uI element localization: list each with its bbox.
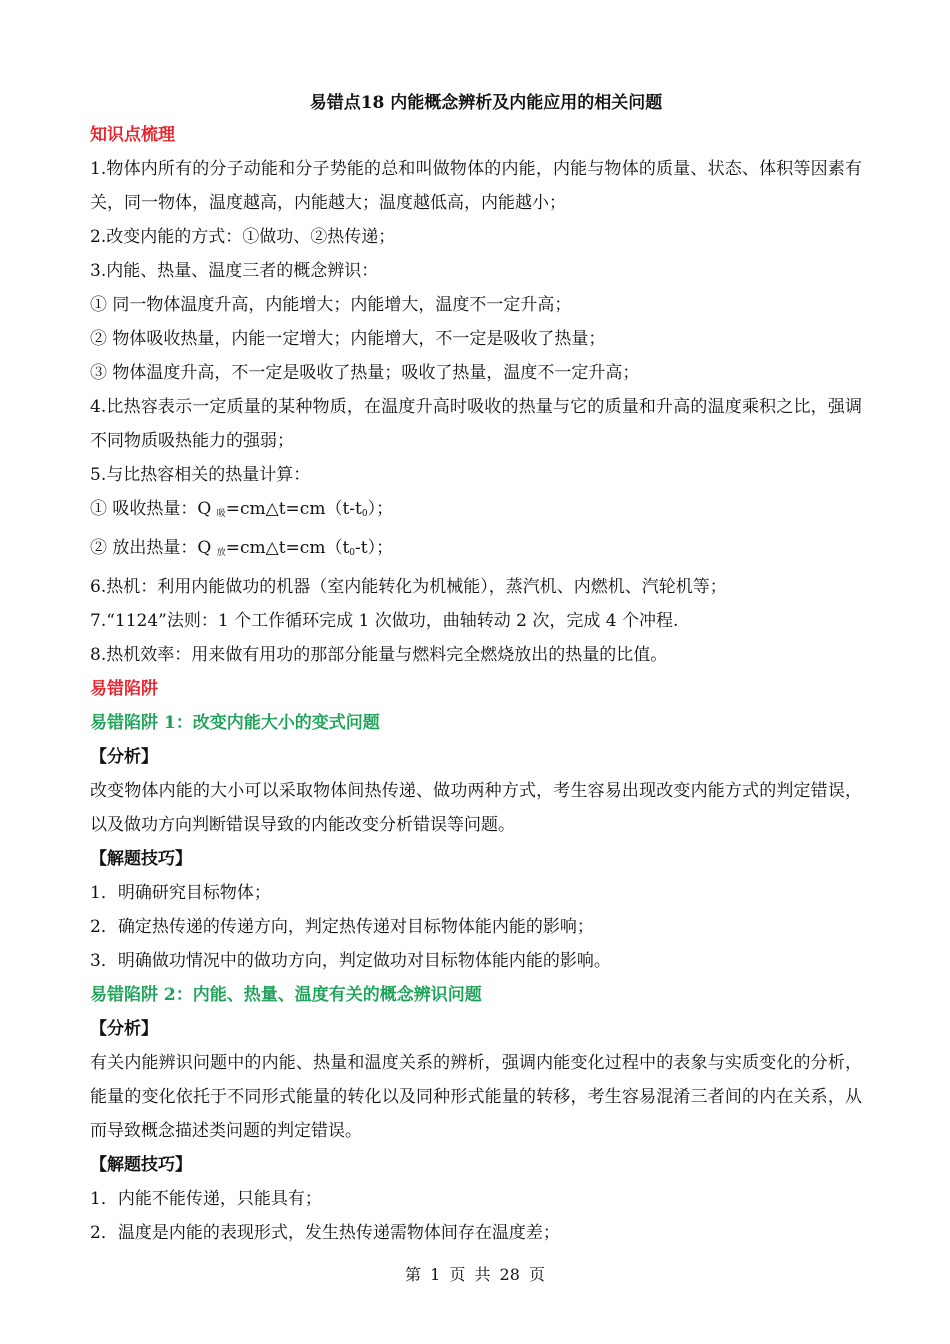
trap-1-tip-2: 2．确定热传递的传递方向，判定热传递对目标物体能内能的影响； <box>90 917 594 937</box>
trap-2-heading: 易错陷阱 2：内能、热量、温度有关的概念辨识问题 <box>90 985 482 1005</box>
formula-absorb-sub-zero: 0 <box>361 509 368 519</box>
knowledge-item-3b: ② 物体吸收热量，内能一定增大；内能增大，不一定是吸收了热量； <box>90 329 606 349</box>
trap-2-analysis: 有关内能辨识问题中的内能、热量和温度关系的辨析，强调内能变化过程中的表象与实质变化的分析，能量的变化依托于不同形式能量的转化以及同种形式能量的转移，考生容易混淆三者间的内在关系，从而导致概念描述类问题的判定错误。 <box>90 1053 862 1141</box>
formula-release-sub-zero: 0 <box>349 548 356 558</box>
knowledge-item-4: 4.比热容表示一定质量的某种物质，在温度升高时吸收的热量与它的质量和升高的温度乘积之比，强调不同物质吸热能力的强弱； <box>90 397 862 451</box>
trap-2-tip-1: 1．内能不能传递，只能具有； <box>90 1189 322 1209</box>
trap-1-analysis-label: 【分析】 <box>90 747 158 767</box>
formula-absorb-mid: =cm△t=cm（t-t <box>225 499 362 519</box>
trap-2-tip-2: 2．温度是内能的表现形式，发生热传递需物体间存在温度差； <box>90 1223 560 1243</box>
knowledge-item-5: 5.与比热容相关的热量计算： <box>90 465 311 485</box>
formula-absorb-sub: 吸 <box>216 509 226 519</box>
formula-absorb-suffix: ）； <box>367 499 394 519</box>
trap-2-analysis-label: 【分析】 <box>90 1019 158 1039</box>
knowledge-item-1: 1.物体内所有的分子动能和分子势能的总和叫做物体的内能，内能与物体的质量、状态、体积等因素有关，同一物体，温度越高，内能越大；温度越低高，内能越小； <box>90 159 862 213</box>
formula-release-suffix: -t）； <box>355 538 394 558</box>
trap-1-tips-label: 【解题技巧】 <box>90 849 192 869</box>
knowledge-heading: 知识点梳理 <box>90 125 175 145</box>
traps-heading: 易错陷阱 <box>90 679 158 699</box>
knowledge-item-3c: ③ 物体温度升高，不一定是吸收了热量；吸收了热量，温度不一定升高； <box>90 363 640 383</box>
knowledge-item-3: 3.内能、热量、温度三者的概念辨识： <box>90 261 379 281</box>
formula-release <box>90 531 862 570</box>
trap-1-tip-1: 1．明确研究目标物体； <box>90 883 271 903</box>
trap-2-tips-label: 【解题技巧】 <box>90 1155 192 1175</box>
document-page <box>90 88 862 1250</box>
page-title: 易错点18 内能概念辨析及内能应用的相关问题 <box>309 93 663 113</box>
trap-1-analysis: 改变物体内能的大小可以采取物体间热传递、做功两种方式，考生容易出现改变内能方式的判定错误，以及做功方向判断错误导致的内能改变分析错误等问题。 <box>90 781 862 835</box>
trap-1-heading: 易错陷阱 1：改变内能大小的变式问题 <box>90 713 380 733</box>
formula-release-mid: =cm△t=cm（t <box>225 538 350 558</box>
knowledge-item-2: 2.改变内能的方式：①做功、②热传递； <box>90 227 396 247</box>
knowledge-item-8: 8.热机效率：用来做有用功的那部分能量与燃料完全燃烧放出的热量的比值。 <box>90 645 668 665</box>
knowledge-item-7: 7.“1124”法则：1 个工作循环完成 1 次做功，曲轴转动 2 次，完成 4 个冲程. <box>90 611 679 631</box>
formula-release-sub: 放 <box>216 548 226 558</box>
formula-absorb-prefix: ① 吸收热量：Q <box>90 499 217 519</box>
formula-release-prefix: ② 放出热量：Q <box>90 538 217 558</box>
knowledge-item-3a: ① 同一物体温度升高，内能增大；内能增大，温度不一定升高； <box>90 295 572 315</box>
knowledge-item-6: 6.热机：利用内能做功的机器（室内能转化为机械能），蒸汽机、内燃机、汽轮机等； <box>90 577 727 597</box>
page-footer: 第 1 页 共 28 页 <box>405 1265 545 1284</box>
trap-1-tip-3: 3．明确做功情况中的做功方向，判定做功对目标物体能内能的影响。 <box>90 951 611 971</box>
formula-absorb <box>90 492 862 531</box>
